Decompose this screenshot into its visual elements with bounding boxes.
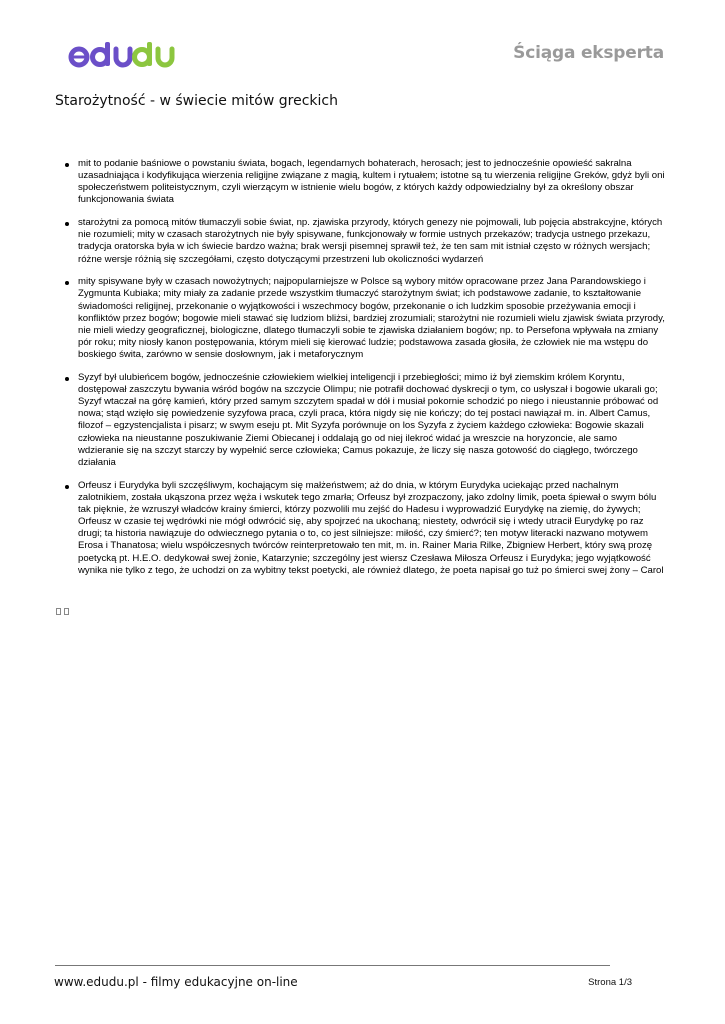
list-item-text: mity spisywane były w czasach nowożytnych; najpopularniejsze w Polsce są wybory mitów opracowane przez Jana Parandowskiego i Zygmunta Kubiaka; mity miały za zadanie przede wszystkim tłumaczyć starożytnym świat; ich podstawowe zadanie, to kształtowanie świadomości religijnej, przekonanie o wyjątkowości i wszechmocy bogów, przekonanie o ich ludzkim sposobie przeżywania emocji i konfliktów przez bogów; bogowie mieli stawać się ludziom bliżsi, bardziej zrozumiali; starożytni nie rozumieli wielu zjawisk świata przyrody, nie mieli wiedzy geograficznej, biologiczne, dlatego tłumaczyli sobie te zjawiska działaniem bogów; np. to Persefona wpływała na zmiany pór roku; mity niosły kanon postępowania, którym mieli się kierować ludzie; podstawowa zasada głosiła, że człowiek nie ma wstępu do boskiego świta, zarówno w sensie dosłownym, jak i metaforycznym — [78, 276, 665, 361]
list-item — [65, 372, 665, 469]
list-item — [65, 158, 665, 207]
list-item — [65, 217, 665, 266]
list-item-text: Syzyf był ulubieńcem bogów, jednocześnie człowiekiem wielkiej inteligencji i przebiegłości; mimo iż był ziemskim królem Koryntu, dostępował zaszczytu bywania wśród bogów na szczycie Olimpu; nie potrafił dochować dyskrecji o tym, co usłyszał i bogowie ukarali go; Syzyf wtaczał na górę kamień, który przed samym szczytem spadał w dół i musiał pokornie schodzić po niego i nieustannie próbować od nowa; stąd wzięło się powiedzenie syzyfowa praca, czyli praca, która nigdy się nie kończy; do tej postaci nawiązał m. in. Albert Camus, filozof – egzystencjalista i pisarz; w swym eseju pt. Mit Syzyfa porównuje on los Syzyfa z życiem każdego człowieka: Bogowie skazali człowieka na nieustanne poszukiwanie Ziemi Obiecanej i oddalają go od niej ilekroć widać ja wreszcie na horyzoncie, ale samo wdzieranie się na szczyt starczy by wypełnić serce człowieka; Camus pokazuje, że liczy się nasza gotowość do ciągłego, twórczego działania — [78, 371, 659, 468]
footer-site-link[interactable]: www.edudu.pl - filmy edukacyjne on-line — [54, 975, 298, 989]
bullet-icon — [65, 222, 69, 226]
header-tagline: Ściąga eksperta — [513, 43, 664, 63]
document-content — [65, 158, 665, 587]
edudu-logo-graphic — [68, 40, 176, 70]
list-item-text: mit to podanie baśniowe o powstaniu świata, bogach, legendarnych bohaterach, herosach; jest to jednocześnie opowieść sakralna uzasadniająca i kodyfikująca wierzenia religijne związane z magią, kultem i rytuałem; istotne są tu wierzenia religijne Greków, gdyż byli oni społeczeństwem politeistycznym, czyli wierzącym w istnienie wielu bogów, z których każdy odpowiedzialny był za określony obszar funkcjonowania świata — [78, 158, 665, 206]
edudu-logo[interactable] — [68, 40, 176, 70]
bullet-icon — [65, 377, 69, 381]
list-item-text: starożytni za pomocą mitów tłumaczyli sobie świat, np. zjawiska przyrody, których genezy nie pojmowali, lub pojęcia abstrakcyjne, których nie rozumieli; mity w czasach starożytnych nie były spisywane, funkcjonowały w formie ustnych przekazów; tradycja ustnego przekazu, tradycja oratorska była w ich świecie bardzo ważna; brak wersji pisemnej sprawił też, że ten sam mit istniał często w różnych wersjach; różne wersje różnią się szczegółami, często dotyczącymi przestrzeni lub okoliczności wydarzeń — [78, 217, 663, 265]
document-title: Starożytność - w świecie mitów greckich — [55, 93, 338, 109]
list-item — [65, 276, 665, 361]
missing-glyph-icon — [56, 608, 61, 615]
missing-glyph-marks — [56, 608, 69, 615]
bullet-icon — [65, 485, 69, 489]
bullet-icon — [65, 281, 69, 285]
bullet-icon — [65, 163, 69, 167]
page-number: Strona 1/3 — [588, 977, 632, 988]
footer-divider — [55, 965, 610, 966]
list-item — [65, 480, 665, 577]
list-item-text: Orfeusz i Eurydyka byli szczęśliwym, kochającym się małżeństwem; aż do dnia, w którym Eurydyka uciekając przed nachalnym zalotnikiem, została ukąszona przez węża i wskutek tego zmarła; Orfeusz był zrozpaczony, jako zdolny limik, poeta śpiewał o swym bólu tak pięknie, że wzruszył władców krainy śmierci, którzy pozwolili mu zejść do Hadesu i wyprowadzić Eurydykę na ziemię, do żywych; Orfeusz w czasie tej wędrówki nie mógł odwrócić się, aby spojrzeć na ukochaną; niestety, odwrócił się i wtedy utracił Eurydykę po raz drugi; ta historia nawiązuje do odwiecznego pytania o to, co jest silniejsze: miłość, czy śmierć?; ten motyw literacki nazwano motywem Erosa i Thanatosa; wielu współczesnych twórców reinterpretowało ten mit, m. in. Rainer Maria Rilke, Zbigniew Herbert, który swą prozę poetycką pt. H.E.O. dedykował swej żonie, Katarzynie; szczególny jest wiersz Czesława Miłosza Orfeusz i Eurydyka; jego wyjątkowość wynika nie tylko z tego, że uchodzi on za wybitny tekst poetycki, ale również dlatego, że poeta napisał go tuż po śmierci swej żony – Carol — [78, 479, 664, 576]
missing-glyph-icon — [64, 608, 69, 615]
